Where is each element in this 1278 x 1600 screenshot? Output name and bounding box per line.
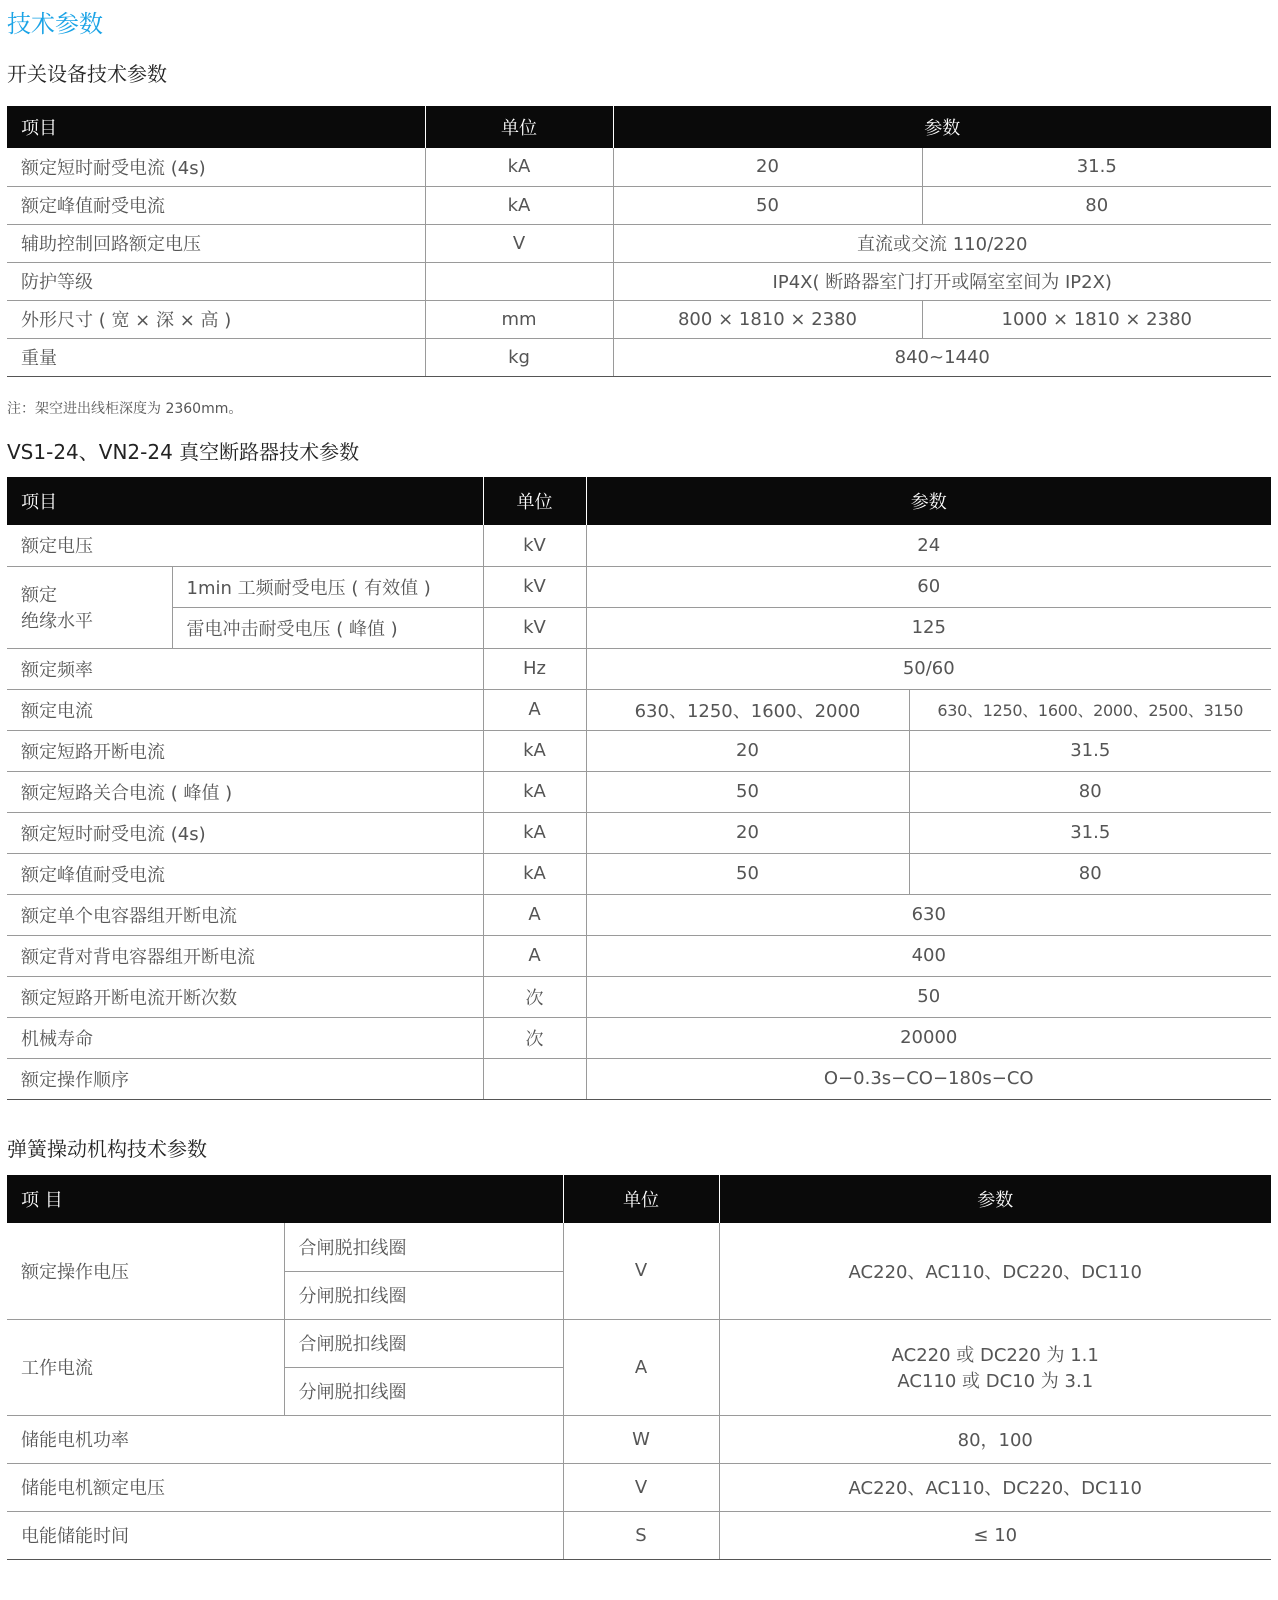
section-title-spring: 弹簧操动机构技术参数: [7, 1137, 207, 1161]
insulation-label-line1: 额定: [21, 585, 57, 606]
row-unit: kg: [425, 338, 613, 376]
table-row: [7, 262, 1271, 300]
row-value: 80，100: [719, 1415, 1271, 1463]
row-value-1: 630、1250、1600、2000: [586, 689, 909, 730]
row-item: 储能电机额定电压: [7, 1463, 563, 1511]
row-unit: [425, 262, 613, 300]
row-value-1: 800 × 1810 × 2380: [613, 300, 922, 338]
row-value: 60: [586, 566, 1271, 607]
row-item: 辅助控制回路额定电压: [7, 224, 425, 262]
row-item: 防护等级: [7, 262, 425, 300]
row-unit: kA: [483, 812, 586, 853]
row-item: 额定背对背电容器组开断电流: [7, 935, 483, 976]
row-value-1: 50: [613, 186, 922, 224]
row-value: AC220、AC110、DC220、DC110: [719, 1223, 1271, 1319]
row-unit: mm: [425, 300, 613, 338]
row-unit: 次: [483, 1017, 586, 1058]
row-value: 直流或交流 110/220: [613, 224, 1271, 262]
table-row: [7, 1415, 1271, 1463]
row-value-1: 50: [586, 771, 909, 812]
table-row: [7, 1017, 1271, 1058]
header-unit: 单位: [483, 477, 586, 525]
table-header-row: [7, 106, 1271, 148]
row-unit: Hz: [483, 648, 586, 689]
row-subitem: 合闸脱扣线圈: [284, 1223, 563, 1271]
header-params: 参数: [586, 477, 1271, 525]
table-row: [7, 224, 1271, 262]
row-item: 额定操作顺序: [7, 1058, 483, 1099]
row-value: IP4X( 断路器室门打开或隔室室间为 IP2X): [613, 262, 1271, 300]
row-unit: W: [563, 1415, 719, 1463]
table-header-row: [7, 1175, 1271, 1223]
value-line-1: AC220 或 DC220 为 1.1: [891, 1345, 1099, 1366]
row-item: 额定单个电容器组开断电流: [7, 894, 483, 935]
row-subitem: 分闸脱扣线圈: [284, 1367, 563, 1415]
row-unit: 次: [483, 976, 586, 1017]
row-value-2: 1000 × 1810 × 2380: [922, 300, 1271, 338]
table-row: [7, 1463, 1271, 1511]
row-value-2: 31.5: [909, 812, 1271, 853]
table-row: [7, 607, 1271, 648]
insulation-group-label: [7, 566, 172, 648]
row-item: 重量: [7, 338, 425, 376]
table-row: [7, 812, 1271, 853]
row-unit: kV: [483, 525, 586, 566]
table-row: [7, 730, 1271, 771]
row-item: 外形尺寸 ( 宽 × 深 × 高 ): [7, 300, 425, 338]
header-params: 参数: [613, 106, 1271, 148]
header-item: 项目: [7, 477, 483, 525]
table-row: [7, 771, 1271, 812]
row-unit: kA: [425, 186, 613, 224]
table-row: [7, 1223, 1271, 1271]
insulation-label-line2: 绝缘水平: [21, 611, 93, 632]
row-value-2: 80: [909, 853, 1271, 894]
header-params: 参数: [719, 1175, 1271, 1223]
row-unit: [483, 1058, 586, 1099]
row-value: ≤ 10: [719, 1511, 1271, 1559]
row-unit: V: [425, 224, 613, 262]
row-value: 630: [586, 894, 1271, 935]
table-row: [7, 186, 1271, 224]
row-item: 机械寿命: [7, 1017, 483, 1058]
header-item: 项目: [7, 106, 425, 148]
row-subitem: 1min 工频耐受电压 ( 有效值 ): [172, 566, 483, 607]
row-unit: kV: [483, 566, 586, 607]
row-unit: A: [563, 1319, 719, 1415]
table-row: [7, 1319, 1271, 1367]
table-header-row: [7, 477, 1271, 525]
row-value-2: 630、1250、1600、2000、2500、3150: [909, 689, 1271, 730]
row-value-2: 80: [909, 771, 1271, 812]
header-unit: 单位: [425, 106, 613, 148]
row-item: 额定电压: [7, 525, 483, 566]
breaker-table: [7, 477, 1271, 1100]
row-value-2: 31.5: [922, 148, 1271, 186]
page-title: 技术参数: [7, 10, 103, 38]
table-row: [7, 566, 1271, 607]
table-row: [7, 853, 1271, 894]
row-item: 额定短路开断电流开断次数: [7, 976, 483, 1017]
value-line-2: AC110 或 DC10 为 3.1: [897, 1371, 1094, 1392]
row-value-1: 20: [586, 812, 909, 853]
row-unit: S: [563, 1511, 719, 1559]
row-item: 额定峰值耐受电流: [7, 186, 425, 224]
row-value: 50/60: [586, 648, 1271, 689]
row-value: AC220、AC110、DC220、DC110: [719, 1463, 1271, 1511]
row-value: 24: [586, 525, 1271, 566]
row-value: [719, 1319, 1271, 1415]
row-value: 20000: [586, 1017, 1271, 1058]
spring-mechanism-table: [7, 1175, 1271, 1560]
row-unit: kV: [483, 607, 586, 648]
row-unit: kA: [483, 730, 586, 771]
switchgear-table: [7, 106, 1271, 377]
row-value-1: 50: [586, 853, 909, 894]
row-subitem: 分闸脱扣线圈: [284, 1271, 563, 1319]
row-value-1: 20: [613, 148, 922, 186]
row-unit: A: [483, 689, 586, 730]
row-item: 额定频率: [7, 648, 483, 689]
row-item: 储能电机功率: [7, 1415, 563, 1463]
row-item: 额定操作电压: [7, 1223, 284, 1319]
row-value-2: 80: [922, 186, 1271, 224]
table-row: [7, 976, 1271, 1017]
table-row: [7, 1058, 1271, 1099]
row-value: O−0.3s−CO−180s−CO: [586, 1058, 1271, 1099]
row-value: 840~1440: [613, 338, 1271, 376]
table-row: [7, 689, 1271, 730]
table-row: [7, 148, 1271, 186]
header-unit: 单位: [563, 1175, 719, 1223]
row-value-2: 31.5: [909, 730, 1271, 771]
table-row: [7, 525, 1271, 566]
table-row: [7, 894, 1271, 935]
row-item: 额定电流: [7, 689, 483, 730]
row-value: 50: [586, 976, 1271, 1017]
row-value: 400: [586, 935, 1271, 976]
table-row: [7, 1511, 1271, 1559]
row-value-1: 20: [586, 730, 909, 771]
table-note: 注：架空进出线柜深度为 2360mm。: [7, 401, 243, 417]
row-subitem: 雷电冲击耐受电压 ( 峰值 ): [172, 607, 483, 648]
row-subitem: 合闸脱扣线圈: [284, 1319, 563, 1367]
row-unit: kA: [483, 771, 586, 812]
table-row: [7, 338, 1271, 376]
row-unit: V: [563, 1463, 719, 1511]
row-value: 125: [586, 607, 1271, 648]
table-row: [7, 300, 1271, 338]
table-row: [7, 648, 1271, 689]
row-unit: kA: [483, 853, 586, 894]
section-title-switchgear: 开关设备技术参数: [7, 62, 167, 86]
row-unit: A: [483, 935, 586, 976]
row-item: 额定峰值耐受电流: [7, 853, 483, 894]
row-item: 额定短时耐受电流 (4s): [7, 148, 425, 186]
section-title-breaker: VS1-24、VN2-24 真空断路器技术参数: [7, 440, 360, 464]
header-item: 项 目: [7, 1175, 563, 1223]
row-item: 工作电流: [7, 1319, 284, 1415]
row-item: 电能储能时间: [7, 1511, 563, 1559]
row-item: 额定短路开断电流: [7, 730, 483, 771]
row-item: 额定短路关合电流 ( 峰值 ): [7, 771, 483, 812]
row-item: 额定短时耐受电流 (4s): [7, 812, 483, 853]
row-unit: A: [483, 894, 586, 935]
row-unit: kA: [425, 148, 613, 186]
table-row: [7, 935, 1271, 976]
row-unit: V: [563, 1223, 719, 1319]
